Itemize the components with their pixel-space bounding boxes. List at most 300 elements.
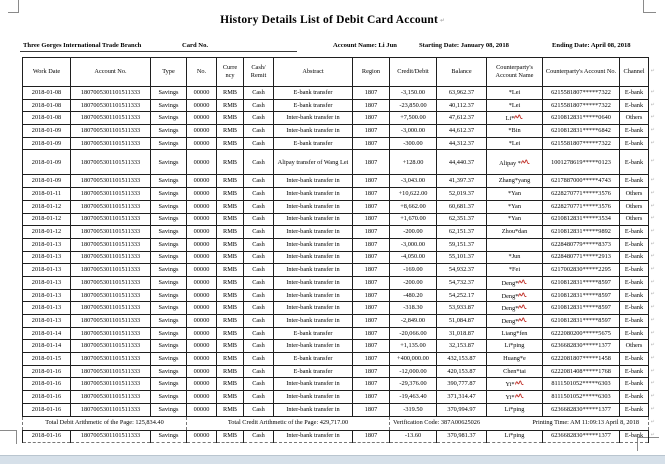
cell-abstract: Inter-bank transfer in — [274, 391, 353, 404]
cell-no: 00000 — [187, 213, 217, 226]
cell-no: 00000 — [187, 87, 217, 100]
cell-work-date: 2018-01-16 — [23, 403, 71, 416]
paragraph-mark-icon: ↵ — [650, 330, 655, 336]
cell-account-no: 1807005301101511333 — [71, 340, 151, 353]
cell-counterparty-name: Deng* — [487, 315, 543, 328]
cell-channel: E-bank ↵ — [620, 378, 649, 391]
paragraph-mark-icon: ↵ — [650, 317, 655, 323]
cell-type: Savings — [151, 391, 187, 404]
cell-type: Savings — [151, 403, 187, 416]
cell-type: Savings — [151, 276, 187, 289]
cell-counterparty-account: 8111501052*****6303 — [543, 378, 620, 391]
cell-counterparty-account: 6210812831*****8597 — [543, 302, 620, 315]
cell-abstract: Inter-bank transfer in — [274, 276, 353, 289]
cell-region: 1807 — [353, 87, 390, 100]
cell-channel: E-bank ↵ — [620, 315, 649, 328]
cell-cash-remit: Cash — [244, 137, 274, 150]
cell-work-date: 2018-01-15 — [23, 353, 71, 366]
cell-currency: RMB — [217, 150, 244, 175]
cell-balance: 54,252.17 — [437, 289, 487, 302]
card-no-label: Card No. — [182, 42, 209, 49]
cell-counterparty-account: 6215581807*****7322 — [543, 87, 620, 100]
cell-credit-debit: -12,000.00 — [390, 365, 437, 378]
cell-account-no: 1807005301101511333 — [71, 276, 151, 289]
cell-cash-remit: Cash — [244, 213, 274, 226]
cell-type: Savings — [151, 289, 187, 302]
page-title — [0, 14, 665, 26]
paragraph-mark-icon: ↵ — [650, 115, 655, 121]
table-row — [23, 353, 649, 366]
cell-balance: 420,153.87 — [437, 365, 487, 378]
cell-counterparty-name: *Fei — [487, 264, 543, 277]
cell-counterparty-account: 6210812831*****8597 — [543, 315, 620, 328]
cell-type: Savings — [151, 238, 187, 251]
cell-credit-debit: -319.50 — [390, 403, 437, 416]
cell-account-no: 1807005301101511333 — [71, 87, 151, 100]
table-row — [23, 112, 649, 125]
cell-no: 00000 — [187, 391, 217, 404]
cell-currency: RMB — [217, 340, 244, 353]
cell-type: Savings — [151, 226, 187, 239]
cell-channel: E-bank ↵ — [620, 391, 649, 404]
cell-currency: RMB — [217, 315, 244, 328]
cell-balance: 390,777.87 — [437, 378, 487, 391]
printing-time: Printing Time: AM 11:09:13 April 8, 2018 — [532, 419, 639, 427]
cell-counterparty-name: Liang*fen — [487, 327, 543, 340]
cell-account-no: 1807005301101511333 — [71, 226, 151, 239]
cell-balance: 54,932.37 — [437, 264, 487, 277]
cell-credit-debit: +400,000.00 — [390, 353, 437, 366]
cell-type: Savings — [151, 430, 187, 443]
cell-account-no: 1807005301101511333 — [71, 327, 151, 340]
cell-region: 1807 — [353, 200, 390, 213]
cell-no: 00000 — [187, 226, 217, 239]
cell-abstract: Inter-bank transfer in — [274, 125, 353, 138]
cell-region: 1807 — [353, 378, 390, 391]
cell-cash-remit: Cash — [244, 403, 274, 416]
col-header-type: Type — [151, 58, 187, 87]
cell-credit-debit: -20,066.00 — [390, 327, 437, 340]
cell-abstract: Inter-bank transfer in — [274, 213, 353, 226]
cell-counterparty-name: Li* — [487, 112, 543, 125]
cell-counterparty-name: Li*ping — [487, 430, 543, 443]
cell-balance: 370,981.37 — [437, 430, 487, 443]
cell-cash-remit: Cash — [244, 150, 274, 175]
cell-counterparty-name: *Lei — [487, 137, 543, 150]
cell-type: Savings — [151, 125, 187, 138]
cell-currency: RMB — [217, 302, 244, 315]
cell-region: 1807 — [353, 327, 390, 340]
cell-counterparty-name: *Bin — [487, 125, 543, 138]
cell-counterparty-name: Li*ping — [487, 403, 543, 416]
cell-account-no: 1807005301101511333 — [71, 200, 151, 213]
cell-balance: 62,151.37 — [437, 226, 487, 239]
cell-credit-debit: -3,000.00 — [390, 125, 437, 138]
cell-channel: E-bank ↵ — [620, 327, 649, 340]
cell-currency: RMB — [217, 403, 244, 416]
cell-abstract: E-bank transfer — [274, 99, 353, 112]
cell-currency: RMB — [217, 238, 244, 251]
cell-work-date: 2018-01-16 — [23, 430, 71, 443]
cell-no: 00000 — [187, 125, 217, 138]
cell-account-no: 1807005301101511333 — [71, 378, 151, 391]
cell-abstract: Inter-bank transfer in — [274, 200, 353, 213]
cell-account-no: 1807005301101511333 — [71, 150, 151, 175]
cell-counterparty-account: 8111501052*****6303 — [543, 391, 620, 404]
cell-work-date: 2018-01-13 — [23, 264, 71, 277]
cell-work-date: 2018-01-09 — [23, 137, 71, 150]
paragraph-mark-icon: ↵ — [650, 292, 655, 298]
cell-counterparty-account: 6215581807*****7322 — [543, 99, 620, 112]
paragraph-mark-icon: ↵ — [650, 433, 655, 439]
paragraph-mark-icon: ↵ — [650, 266, 655, 272]
cell-work-date: 2018-01-09 — [23, 175, 71, 188]
cell-cash-remit: Cash — [244, 289, 274, 302]
red-scribble-icon — [521, 158, 530, 166]
cell-no: 00000 — [187, 378, 217, 391]
table-row — [23, 378, 649, 391]
cell-counterparty-name: Huang*e — [487, 353, 543, 366]
cell-account-no: 1807005301101511333 — [71, 125, 151, 138]
cell-counterparty-account: 6215581807*****7322 — [543, 137, 620, 150]
cell-region: 1807 — [353, 125, 390, 138]
cell-work-date: 2018-01-08 — [23, 112, 71, 125]
cell-channel: E-bank ↵ — [620, 276, 649, 289]
cell-channel: E-bank ↵ — [620, 353, 649, 366]
cell-no: 00000 — [187, 315, 217, 328]
paragraph-mark-icon: ↵ — [650, 216, 655, 222]
cell-currency: RMB — [217, 226, 244, 239]
cell-channel: E-bank ↵ — [620, 175, 649, 188]
col-header-currency: Curre ncy — [217, 58, 244, 87]
cell-channel: E-bank ↵ — [620, 99, 649, 112]
cell-work-date: 2018-01-16 — [23, 365, 71, 378]
cell-cash-remit: Cash — [244, 340, 274, 353]
cell-counterparty-name — [487, 238, 543, 251]
cell-credit-debit: -2,849.00 — [390, 315, 437, 328]
cell-account-no: 1807005301101511333 — [71, 353, 151, 366]
table-row — [23, 213, 649, 226]
cell-counterparty-account: 6210812831*****6842 — [543, 125, 620, 138]
cell-balance: 51,084.87 — [437, 315, 487, 328]
cell-no: 00000 — [187, 200, 217, 213]
paragraph-mark-icon: ↵ — [650, 140, 655, 146]
paragraph-mark-icon: ↵ — [650, 127, 655, 133]
branch-name: Three Gorges International Trade Branch — [23, 42, 142, 49]
col-header-balance: Balance — [437, 58, 487, 87]
cell-cash-remit: Cash — [244, 238, 274, 251]
cell-no: 00000 — [187, 302, 217, 315]
paragraph-mark-icon: ↵ — [650, 305, 655, 311]
cell-balance: 432,153.87 — [437, 353, 487, 366]
cell-balance: 370,994.97 — [437, 403, 487, 416]
cell-currency: RMB — [217, 99, 244, 112]
cell-type: Savings — [151, 188, 187, 201]
cell-currency: RMB — [217, 289, 244, 302]
cell-cash-remit: Cash — [244, 315, 274, 328]
cell-abstract: Inter-bank transfer in — [274, 175, 353, 188]
paragraph-mark-icon: ↵ — [650, 279, 655, 285]
cell-work-date: 2018-01-16 — [23, 391, 71, 404]
cell-no: 00000 — [187, 112, 217, 125]
cell-counterparty-account: 6236682830*****1377 — [543, 403, 620, 416]
cell-type: Savings — [151, 175, 187, 188]
cell-counterparty-account: 6228270771*****3576 — [543, 200, 620, 213]
cell-counterparty-name: *Yan — [487, 200, 543, 213]
page-corner-mark-top-right — [643, 0, 656, 13]
paragraph-mark-icon: ↵ — [650, 190, 655, 196]
cell-work-date: 2018-01-12 — [23, 200, 71, 213]
cell-currency: RMB — [217, 200, 244, 213]
cell-cash-remit: Cash — [244, 353, 274, 366]
cell-abstract: Inter-bank transfer in — [274, 226, 353, 239]
paragraph-mark-icon: ↵ — [650, 355, 655, 361]
cell-counterparty-name: Zhang*yang — [487, 175, 543, 188]
totals-right-cell — [390, 416, 655, 430]
cell-counterparty-name: Chen*tai — [487, 365, 543, 378]
cell-no: 00000 — [187, 238, 217, 251]
cell-type: Savings — [151, 137, 187, 150]
table-row — [23, 327, 649, 340]
cell-abstract: Inter-bank transfer in — [274, 188, 353, 201]
cell-counterparty-account: 6217002830*****2295 — [543, 264, 620, 277]
cell-counterparty-account: 6217887000*****4743 — [543, 175, 620, 188]
cell-counterparty-account: 6236682830*****1377 — [543, 340, 620, 353]
table-row — [23, 276, 649, 289]
table-row — [23, 391, 649, 404]
cell-account-no: 1807005301101511333 — [71, 99, 151, 112]
cell-abstract: Inter-bank transfer in — [274, 378, 353, 391]
cell-currency: RMB — [217, 378, 244, 391]
cell-work-date: 2018-01-13 — [23, 276, 71, 289]
cell-account-no: 1807005301101511333 — [71, 251, 151, 264]
cell-region: 1807 — [353, 391, 390, 404]
cell-work-date: 2018-01-09 — [23, 125, 71, 138]
cell-work-date: 2018-01-08 — [23, 99, 71, 112]
cell-balance: 55,101.37 — [437, 251, 487, 264]
cell-region: 1807 — [353, 99, 390, 112]
cell-region: 1807 — [353, 289, 390, 302]
cell-channel: E-bank ↵ — [620, 430, 649, 443]
cell-counterparty-account: 6228480771*****2913 — [543, 251, 620, 264]
cell-account-no: 1807005301101511333 — [71, 238, 151, 251]
cell-region: 1807 — [353, 137, 390, 150]
verification-code: Verification Code: 387A00625026 — [393, 419, 481, 427]
cell-currency: RMB — [217, 276, 244, 289]
cell-cash-remit: Cash — [244, 264, 274, 277]
cell-credit-debit: -3,043.00 — [390, 175, 437, 188]
cell-counterparty-name: Deng* — [487, 302, 543, 315]
transactions-table — [22, 57, 655, 443]
cell-balance: 40,112.37 — [437, 99, 487, 112]
cell-no: 00000 — [187, 353, 217, 366]
cell-account-no: 1807005301101511333 — [71, 391, 151, 404]
col-header-cash-remit: Cash/ Remit — [244, 58, 274, 87]
window-bottom-strip — [0, 455, 665, 464]
cell-channel: E-bank ↵ — [620, 365, 649, 378]
cell-credit-debit: -19,463.40 — [390, 391, 437, 404]
cell-counterparty-name: *Lei — [487, 99, 543, 112]
totals-row — [23, 416, 649, 430]
red-scribble-icon — [518, 291, 527, 299]
cell-counterparty-name: Deng* — [487, 289, 543, 302]
cell-type: Savings — [151, 378, 187, 391]
cell-work-date: 2018-01-12 — [23, 226, 71, 239]
cell-credit-debit: -4,050.00 — [390, 251, 437, 264]
cell-counterparty-name: *Lei — [487, 87, 543, 100]
red-scribble-icon — [518, 303, 527, 311]
table-row — [23, 289, 649, 302]
cell-account-no: 1807005301101511333 — [71, 112, 151, 125]
cell-region: 1807 — [353, 226, 390, 239]
cell-type: Savings — [151, 200, 187, 213]
table-row — [23, 226, 649, 239]
col-header-abstract: Abstract — [274, 58, 353, 87]
col-header-counterparty-account: Counterparty's Account No. — [543, 58, 620, 87]
cell-credit-debit: -13.60 — [390, 430, 437, 443]
cell-work-date: 2018-01-16 — [23, 378, 71, 391]
cell-abstract: Inter-bank transfer in — [274, 315, 353, 328]
cell-work-date: 2018-01-13 — [23, 289, 71, 302]
cell-channel: Others ↵ — [620, 112, 649, 125]
cell-channel: Others ↵ — [620, 200, 649, 213]
paragraph-mark-icon: ↵ — [650, 381, 655, 387]
cell-channel: E-bank ↵ — [620, 87, 649, 100]
cell-credit-debit: -200.00 — [390, 226, 437, 239]
cell-credit-debit: -200.00 — [390, 276, 437, 289]
cell-abstract: Inter-bank transfer in — [274, 251, 353, 264]
account-name: Account Name: Li Jun — [333, 42, 397, 49]
cell-cash-remit: Cash — [244, 112, 274, 125]
cell-credit-debit: -3,150.00 — [390, 87, 437, 100]
cell-abstract: E-bank transfer — [274, 365, 353, 378]
cell-currency: RMB — [217, 251, 244, 264]
cell-cash-remit: Cash — [244, 430, 274, 443]
paragraph-mark-icon: ↵ — [650, 254, 655, 260]
cell-abstract: Inter-bank transfer in — [274, 302, 353, 315]
cell-type: Savings — [151, 365, 187, 378]
table-row — [23, 430, 649, 443]
total-credit: Total Credit Arithmetic of the Page: 429,717.00 — [187, 416, 390, 430]
cell-work-date: 2018-01-13 — [23, 315, 71, 328]
cell-credit-debit: +7,500.00 — [390, 112, 437, 125]
cell-region: 1807 — [353, 112, 390, 125]
paragraph-mark-icon: ↵ — [650, 89, 655, 95]
cell-currency: RMB — [217, 264, 244, 277]
table-row — [23, 365, 649, 378]
cell-counterparty-account: 6236682830*****1377 — [543, 430, 620, 443]
cell-channel: E-bank ↵ — [620, 251, 649, 264]
page-corner-mark-top-left — [8, 0, 19, 13]
cell-type: Savings — [151, 340, 187, 353]
cell-work-date: 2018-01-08 — [23, 87, 71, 100]
paragraph-mark-icon: ↵ — [650, 102, 655, 108]
cell-counterparty-name: *Yan — [487, 213, 543, 226]
red-scribble-icon — [518, 316, 527, 324]
cell-region: 1807 — [353, 175, 390, 188]
cell-account-no: 1807005301101511333 — [71, 264, 151, 277]
cell-no: 00000 — [187, 327, 217, 340]
cell-counterparty-name: Zhou*dan — [487, 226, 543, 239]
cell-type: Savings — [151, 302, 187, 315]
cell-abstract: Inter-bank transfer in — [274, 289, 353, 302]
cell-region: 1807 — [353, 302, 390, 315]
cell-counterparty-name: *Yan — [487, 188, 543, 201]
cell-counterparty-account: 1001278619*****0123 — [543, 150, 620, 175]
paragraph-mark-icon: ↵ — [650, 203, 655, 209]
cell-region: 1807 — [353, 315, 390, 328]
paragraph-mark-icon: ↵ — [650, 178, 655, 184]
cell-abstract: Inter-bank transfer in — [274, 264, 353, 277]
cell-balance: 44,612.37 — [437, 125, 487, 138]
paragraph-mark-icon: ↵ — [650, 241, 655, 247]
table-row — [23, 188, 649, 201]
cell-type: Savings — [151, 87, 187, 100]
red-scribble-icon — [518, 278, 527, 286]
cell-cash-remit: Cash — [244, 251, 274, 264]
cell-region: 1807 — [353, 150, 390, 175]
cell-cash-remit: Cash — [244, 226, 274, 239]
total-debit: Total Debit Arithmetic of the Page: 125,834.40 — [23, 416, 187, 430]
cell-balance: 47,612.37 — [437, 112, 487, 125]
cell-abstract: Inter-bank transfer in — [274, 403, 353, 416]
cell-balance: 54,732.37 — [437, 276, 487, 289]
cell-cash-remit: Cash — [244, 391, 274, 404]
cell-counterparty-account: 6228270771*****3576 — [543, 188, 620, 201]
cell-region: 1807 — [353, 238, 390, 251]
cell-counterparty-account: 6222081408*****1768 — [543, 365, 620, 378]
table-row — [23, 137, 649, 150]
cell-counterparty-name: Deng* — [487, 276, 543, 289]
table-row — [23, 302, 649, 315]
cell-cash-remit: Cash — [244, 276, 274, 289]
cell-counterparty-name: *Jun — [487, 251, 543, 264]
cell-credit-debit: -23,850.00 — [390, 99, 437, 112]
cell-credit-debit: -169.00 — [390, 264, 437, 277]
cell-abstract: E-bank transfer — [274, 353, 353, 366]
cell-balance: 41,397.37 — [437, 175, 487, 188]
cell-no: 00000 — [187, 403, 217, 416]
cell-counterparty-account: 6210812831*****8597 — [543, 289, 620, 302]
paragraph-mark-icon: ↵ — [650, 68, 655, 74]
cell-channel: E-bank ↵ — [620, 302, 649, 315]
table-row — [23, 403, 649, 416]
cell-channel: E-bank ↵ — [620, 264, 649, 277]
cell-cash-remit: Cash — [244, 365, 274, 378]
cell-counterparty-account: 6210812831*****0640 — [543, 112, 620, 125]
cell-no: 00000 — [187, 137, 217, 150]
cell-abstract: Alipay transfer of Wang Lei — [274, 150, 353, 175]
col-header-counterparty-name: Counterparty's Account Name — [487, 58, 543, 87]
cell-currency: RMB — [217, 353, 244, 366]
cell-work-date: 2018-01-11 — [23, 188, 71, 201]
cell-no: 00000 — [187, 99, 217, 112]
cell-currency: RMB — [217, 112, 244, 125]
cell-abstract: Inter-bank transfer in — [274, 112, 353, 125]
cell-currency: RMB — [217, 125, 244, 138]
paragraph-mark-icon: ↵ — [650, 406, 655, 412]
cell-no: 00000 — [187, 289, 217, 302]
cell-type: Savings — [151, 150, 187, 175]
cell-channel: E-bank ↵ — [620, 403, 649, 416]
cell-balance: 44,312.37 — [437, 137, 487, 150]
cell-cash-remit: Cash — [244, 87, 274, 100]
col-header-account-no: Account No. — [71, 58, 151, 87]
cell-abstract: E-bank transfer — [274, 137, 353, 150]
paragraph-mark-icon: ↵ — [440, 18, 445, 24]
cell-counterparty-account: 6210812831*****3534 — [543, 213, 620, 226]
cell-abstract: E-bank transfer — [274, 327, 353, 340]
